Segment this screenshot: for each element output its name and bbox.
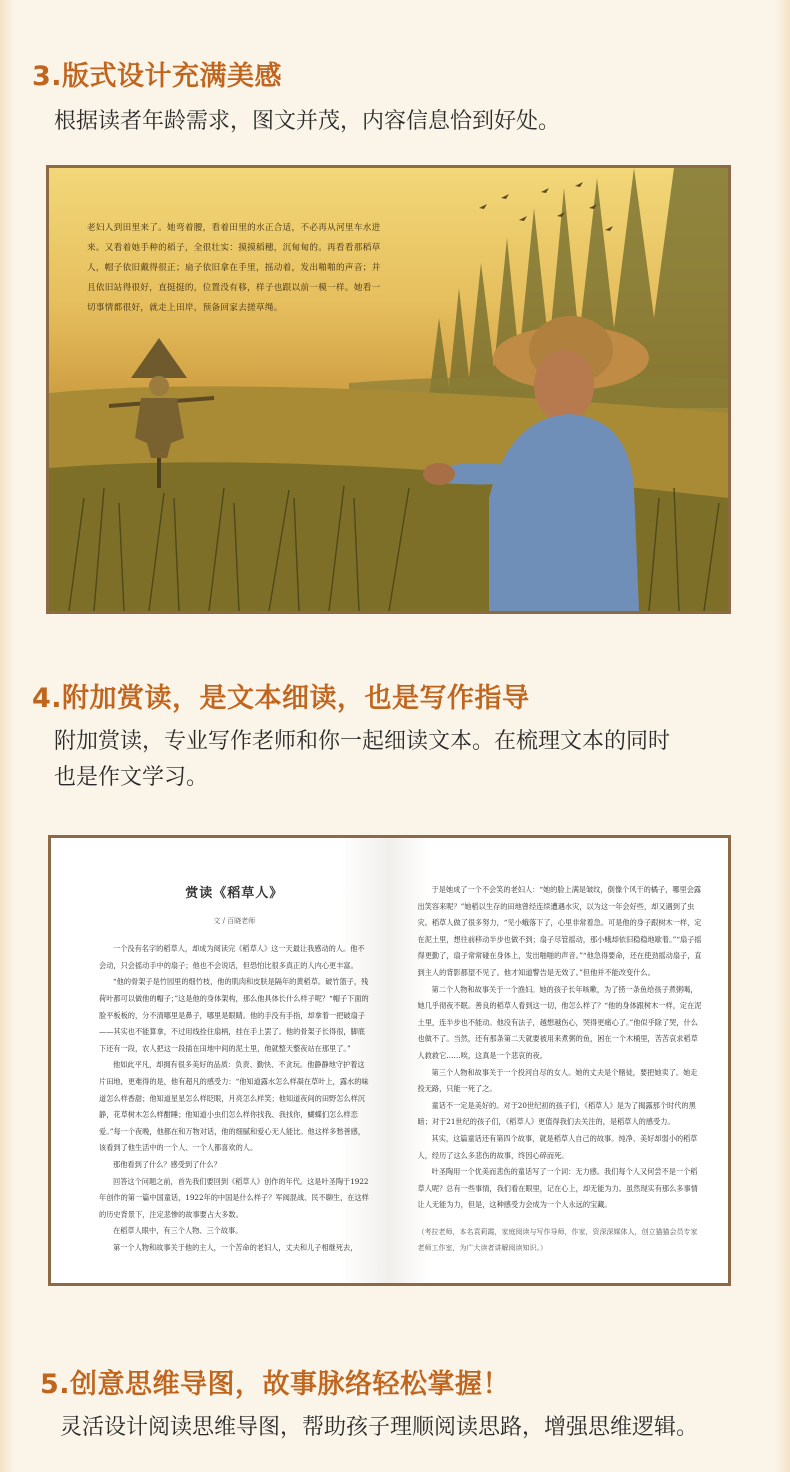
book-right-page bbox=[390, 838, 729, 1283]
right-paragraph: 童话不一定是美好的。对于20世纪初的孩子们，《稻草人》是为了揭露那个时代的黑暗；对于21世纪的孩子们，《稻草人》更值得我们去关注的，是稻草人的感受力。 bbox=[417, 1100, 696, 1127]
left-paragraph: 第一个人物和故事关于他的主人，一个苦命的老妇人，丈夫和儿子相继死去， bbox=[113, 1242, 358, 1252]
section-5-description: 灵活设计阅读思维导图，帮助孩子理顺阅读思路，增强思维逻辑。 bbox=[60, 1415, 699, 1440]
section-3-description: 根据读者年龄需求，图文并茂，内容信息恰到好处。 bbox=[54, 109, 561, 134]
left-paragraph: 在稻草人眼中，有三个人物、三个故事。 bbox=[113, 1226, 243, 1236]
section-5-heading: 5.创意思维导图，故事脉络轻松掌握！ bbox=[40, 1369, 511, 1400]
left-paragraph: 回答这个问题之前，首先我们要回到《稻草人》创作的年代。这是叶圣陶于1922年创作的第一篇中国童话，1922年的中国是什么样子？军阀混战、民不聊生，在这样的历史背景下，注定悲惨的故事要占大多数。 bbox=[99, 1176, 369, 1219]
left-paragraph: “他的骨架子是竹园里的细竹枝，他的肌肉和皮肤是隔年的黄稻草。破竹篮子，残荷叶都可以做他的帽子；”这是他的身体架构，那么他具体长什么样子呢？“帽子下面的脸平板板的，分不清哪里是鼻子，哪里是眼睛。他的手没有手指，却拿着一把破扇子——其实也不能算拿，不过用线拴住扇柄，挂在手上罢了。他的骨架子长得很，脚底下还有一段，农人把这一段插在田地中间的泥土里，他就整天整夜站在那里了。” bbox=[99, 977, 369, 1053]
book-left-page bbox=[51, 838, 390, 1283]
author-note: （考拉老师，本名袁莉霞，家庭阅读与写作导师，作家，资深深媒体人，创立猫猫会员专家老师工作室，为广大读者讲解阅读知识。） bbox=[417, 1227, 698, 1253]
section-3-heading: 3.版式设计充满美感 bbox=[32, 61, 283, 92]
right-paragraph: 其实，这篇童话还有第四个故事，就是稻草人自己的故事。纯净、美好却弱小的稻草人，经历了这么多悲伤的故事，终因心碎而死。 bbox=[417, 1133, 698, 1160]
right-decor-stripe bbox=[776, 0, 790, 1472]
left-decor-stripe bbox=[0, 0, 14, 1472]
right-paragraph: 第二个人物和故事关于一个渔妇。她的孩子长年咳嗽，为了捞一条鱼给孩子煮粥喝，她几乎彻夜不眠。善良的稻草人看到这一切，他怎么样了？“他的身体跟树木一样，定在泥土里，连半步也不能动。他没有法子，越想越伤心，哭得更痛心了。”他似乎除了哭，什么也做不了。当然，还有那条第二天就要被用来煮粥的鱼，困在一个木桶里，苦苦哀求稻草人救救它……唉，这真是一个悲哀的夜。 bbox=[417, 984, 702, 1060]
left-paragraph: 他如此平凡，却拥有很多美好的品质：负责、勤快、不贪玩。他静静地守护着这片田地，更难得的是，他有超凡的感受力：“他知道露水怎么样凝在草叶上，露水的味道怎么样香甜；他知道星星怎么样眨眼，月亮怎么样笑；他知道夜间的田野怎么样沉静，花草树木怎么样酣睡；他知道小虫们怎么样你找我、我找你，蝴蝶们怎么样恋爱。”每一个夜晚，他都在和万物对话，他的细腻和爱心无人能比。他这样多愁善感，该看到了他生活中的一个人、一个人都喜欢的人。 bbox=[99, 1060, 369, 1153]
appreciation-title: 赏读《稻草人》 bbox=[185, 886, 284, 901]
right-paragraph: 于是她成了一个不会笑的老妇人：“她的脸上满是皱纹，倒像个风干的橘子，哪里会露出笑容来呢？”她稻以生存的田地曾经连续遭遇水灾，以为这一年会好些，却又遇到了虫灾。稻草人做了很多努力，“见小蛾落下了，心里非常着急。可是他的身子跟树木一样，定在泥土里，想往前移动半步也做不到；扇子尽管摇动，那小蛾却依旧稳稳地歇着。”“扇子摇得更勤了，扇子常常碰在身体上，发出啪啪的声音。”“他急得要命，还在使劲摇动扇子，直到主人的背影都望不见了。他才知道警告是无效了。”但他并不能改变什么。 bbox=[417, 885, 702, 977]
section-4-heading: 4.附加赏读，是文本细读，也是写作指导 bbox=[32, 683, 530, 714]
illustration-story-text: 老妇人到田里来了。她弯着腰，看着田里的水正合适，不必再从河里车水进来。又看着她手种的稻子，全很壮实：摸摸稻穗，沉甸甸的。再看看那稻草人，帽子依旧戴得很正；扇子依旧拿在手里，摇动着，发出啪啪的声音；并且依旧站得很好，直挺挺的，位置没有移，样子也跟以前一模一样。她看一切事情都很好，就走上田岸，预备回家去搓草绳。 bbox=[87, 223, 381, 313]
book-spread bbox=[48, 835, 731, 1286]
right-paragraph: 叶圣陶用一个优美而悲伤的童话写了一个词：无力感。我们每个人又何尝不是一个稻草人呢？总有一些事情，我们看在眼里，记在心上，却无能为力。虽然现实有那么多事情让人无能为力，但是，这种感受力会成为一个人永远的宝藏。 bbox=[417, 1167, 698, 1210]
section-4-description-line-1: 附加赏读，专业写作老师和你一起细读文本。在梳理文本的同时 bbox=[54, 729, 671, 754]
section-4-description-line-2: 也是作文学习。 bbox=[54, 765, 209, 790]
appreciation-author: 文 / 百晓老师 bbox=[213, 916, 256, 925]
right-paragraph: 第三个人物和故事关于一个投河自尽的女人。她的丈夫是个赌徒，要把她卖了。她走投无路，只能一死了之。 bbox=[417, 1067, 698, 1094]
left-paragraph: 那他看到了什么？感受到了什么？ bbox=[113, 1159, 221, 1169]
left-paragraph: 一个没有名字的稻草人，却成为阅读完《稻草人》这一天最让我感动的人。他不会动，只会摇动手中的扇子；他也不会说话，但恐怕比很多真正的人内心更丰富。 bbox=[99, 944, 365, 970]
picture-book-illustration bbox=[46, 165, 731, 614]
